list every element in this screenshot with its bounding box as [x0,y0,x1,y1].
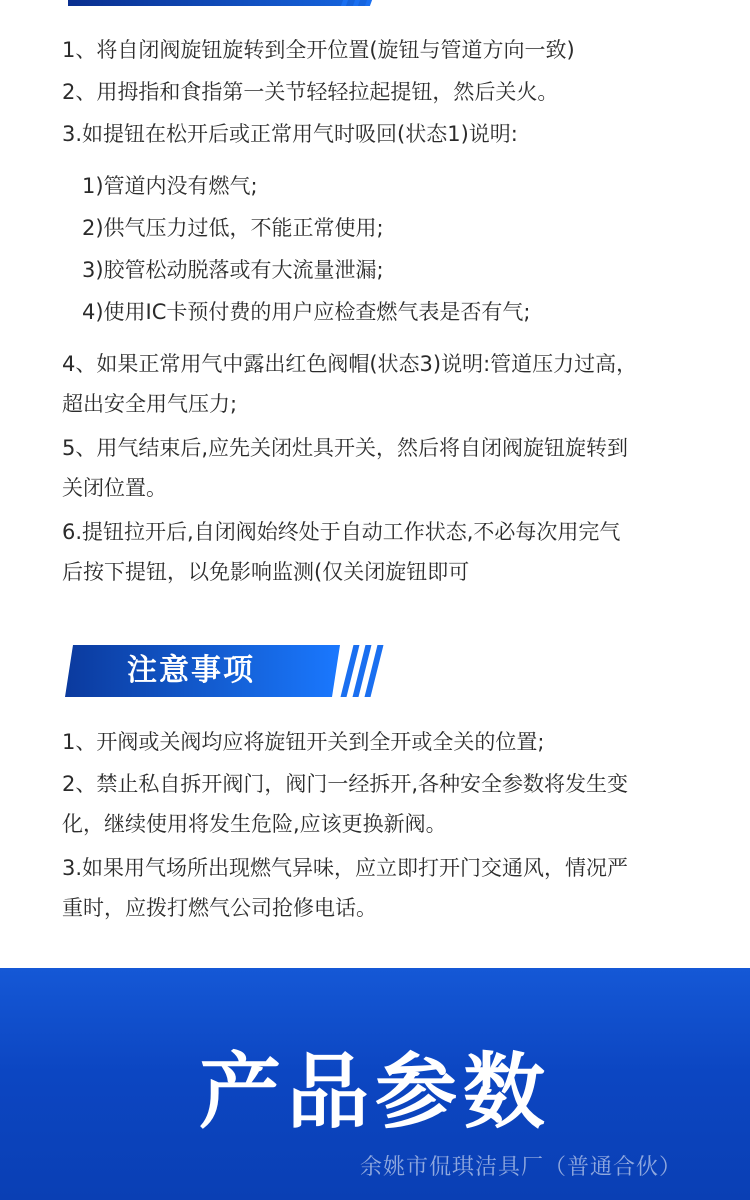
notice-title: 注意事项 [127,653,255,688]
product-params-banner [0,968,750,1200]
sub-item-2: 2)供气压力过低，不能正常使用; [82,216,384,240]
company-watermark: 余姚市侃琪洁具厂（普通合伙） [360,1155,683,1180]
instruction-4: 4、如果正常用气中露出红色阀帽(状态3)说明:管道压力过高， 超出安全用气压力; [62,352,638,416]
notice-section-header [65,645,385,697]
notice-item-2: 2、禁止私自拆开阀门，阀门一经拆开,各种安全参数将发生变 化，继续使用将发生危险,应该更换新阀。 [62,772,629,836]
sub-item-1: 1)管道内没有燃气; [82,174,258,198]
instruction-2: 2、用拇指和食指第一关节轻轻拉起提钮，然后关火。 [62,80,559,104]
sub-item-3: 3)胶管松动脱落或有大流量泄漏; [82,258,384,282]
instruction-3: 3.如提钮在松开后或正常用气时吸回(状态1)说明: [62,122,518,146]
sub-item-4: 4)使用IC卡预付费的用户应检查燃气表是否有气; [82,300,531,324]
notice-item-3: 3.如果用气场所出现燃气异味，应立即打开门交通风，情况严 重时，应拨打燃气公司抢修电话。 [62,856,629,920]
product-params-title: 产品参数 [198,1045,551,1140]
instruction-1: 1、将自闭阀旋钮旋转到全开位置(旋钮与管道方向一致) [62,38,575,62]
instruction-5: 5、用气结束后,应先关闭灶具开关，然后将自闭阀旋钮旋转到 关闭位置。 [62,436,629,500]
notice-item-1: 1、开阀或关阀均应将旋钮开关到全开或全关的位置; [62,730,545,754]
top-accent-stripes [322,0,382,6]
instruction-6: 6.提钮拉开后,自闭阀始终处于自动工作状态,不必每次用完气 后按下提钮，以免影响监测(仅关闭旋钮即可 [62,520,621,584]
